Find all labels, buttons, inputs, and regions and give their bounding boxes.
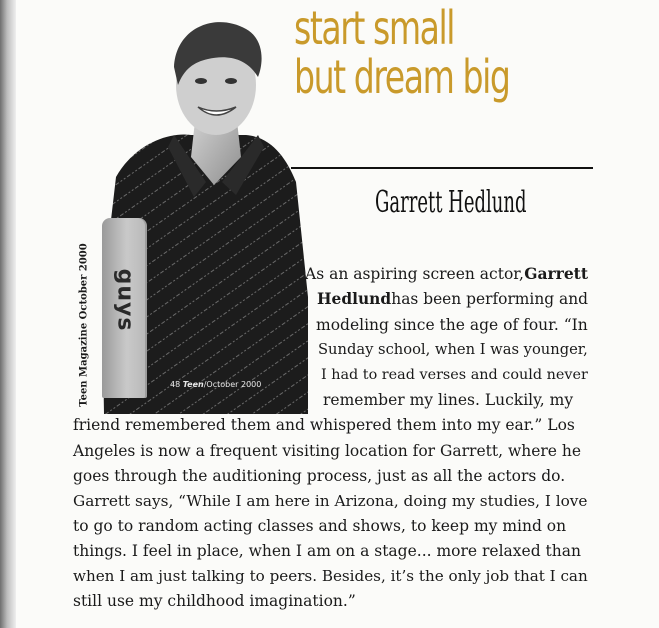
article-line xyxy=(318,340,588,360)
article-line xyxy=(317,289,588,309)
folio-page-number: 48 xyxy=(170,380,181,389)
article-text-bold: Garrett xyxy=(524,264,588,283)
article-text: Angeles is now a frequent visiting location for Garrett, where he xyxy=(73,442,582,460)
article-line xyxy=(73,491,588,511)
headline-line-2: but dream big xyxy=(294,50,510,104)
article-text: to go to random acting classes and shows, to keep my mind on xyxy=(73,517,567,535)
article-text: friend remembered them and whispered them into my ear.” Los xyxy=(73,416,575,434)
article-line xyxy=(323,390,588,410)
article-text: Sunday school, when I was younger, xyxy=(318,341,588,358)
article-text: As an aspiring screen actor, xyxy=(305,265,524,283)
folio-magazine: Teen xyxy=(182,380,204,389)
article-line xyxy=(73,566,588,586)
article-text: modeling since the age of four. “In xyxy=(316,316,588,334)
article-line xyxy=(73,591,588,611)
article-line xyxy=(73,441,588,461)
article-line xyxy=(73,541,588,561)
source-caption: Teen Magazine October 2000 xyxy=(78,243,90,407)
headline-line-1: start small xyxy=(294,1,455,55)
article-line xyxy=(73,415,588,435)
article-line xyxy=(73,466,588,486)
article-text: Garrett says, “While I am here in Arizona, doing my studies, I love xyxy=(73,492,588,510)
guys-logo: guys xyxy=(112,268,138,332)
article-text-bold: Hedlund xyxy=(317,290,392,308)
folio-issue: /October 2000 xyxy=(203,380,262,389)
byline: Garrett Hedlund xyxy=(375,185,527,220)
article-text: goes through the auditioning process, just as all the actors do. xyxy=(73,467,566,485)
article-text: still use my childhood imagination.” xyxy=(73,592,356,610)
article-line xyxy=(316,315,588,335)
article-text: I had to read verses and could never xyxy=(321,367,588,383)
article-text: has been performing and xyxy=(391,290,588,308)
article-line xyxy=(321,365,588,385)
article-line xyxy=(305,264,588,284)
article-text: when I am just talking to peers. Besides, it’s the only job that I can xyxy=(73,567,588,585)
article-line xyxy=(73,516,588,536)
article-text: things. I feel in place, when I am on a stage... more relaxed than xyxy=(73,542,581,560)
article-text: remember my lines. Luckily, my xyxy=(323,391,574,409)
